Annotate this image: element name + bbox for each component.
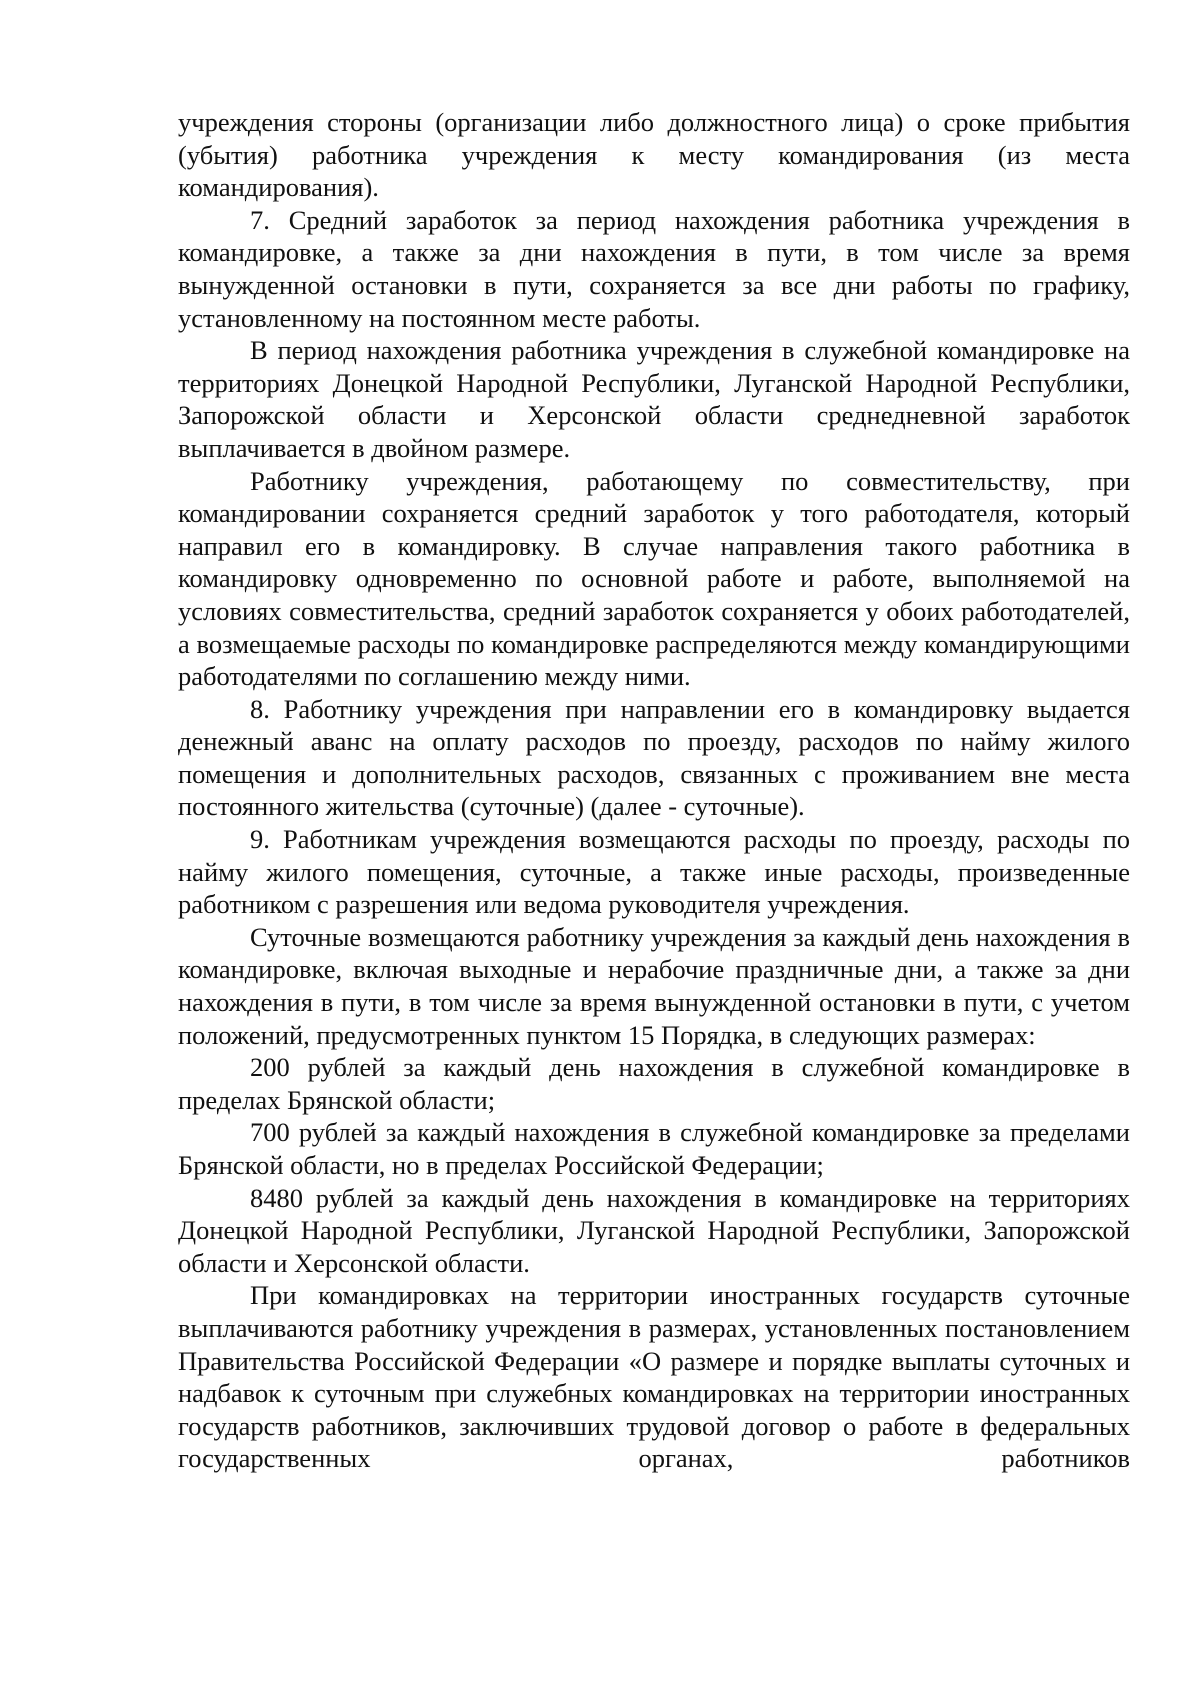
paragraph-part-time: Работнику учреждения, работающему по совместительству, при командировании сохраняется средний заработок у того работодателя, который направил его в командировку. В случае направления такого работника в командировку одновременно по основной работе и работе, выполняемой на условиях совместительства, средний заработок сохраняется у обоих работодателей, а возмещаемые расходы по командировке распределяются между командирующими работодателями по соглашению между ними. <box>178 465 1130 692</box>
paragraph-foreign-trips: При командировках на территории иностранных государств суточные выплачиваются работнику учреждения в размерах, установленных постановлением Правительства Российской Федерации «О размере и порядке выплаты суточных и надбавок к суточным при служебных командировках на территории иностранных государств работников, заключивших трудовой договор о работе в федеральных государственных органах, работников <box>178 1280 1130 1474</box>
paragraph-item-9: 9. Работникам учреждения возмещаются расходы по проезду, расходы по найму жилого помещения, суточные, а также иные расходы, произведенные работником с разрешения или ведома руководителя учреждения. <box>178 824 1130 920</box>
document-body <box>178 106 1130 1475</box>
paragraph-rate-200: 200 рублей за каждый день нахождения в служебной командировке в пределах Брянской области; <box>178 1052 1130 1115</box>
paragraph-per-diem: Суточные возмещаются работнику учреждения за каждый день нахождения в командировке, включая выходные и нерабочие праздничные дни, а также за дни нахождения в пути, в том числе за время вынужденной остановки в пути, с учетом положений, предусмотренных пунктом 15 Порядка, в следующих размерах: <box>178 921 1130 1050</box>
paragraph-item-8: 8. Работнику учреждения при направлении его в командировку выдается денежный аванс на оплату расходов по проезду, расходов по найму жилого помещения и дополнительных расходов, связанных с проживанием вне места постоянного жительства (суточные) (далее - суточные). <box>178 693 1130 822</box>
paragraph-continuation: учреждения стороны (организации либо должностного лица) о сроке прибытия (убытия) работника учреждения к месту командирования (из места командирования). <box>178 107 1130 203</box>
paragraph-rate-8480: 8480 рублей за каждый день нахождения в командировке на территориях Донецкой Народной Республики, Луганской Народной Республики, Запорожской области и Херсонской области. <box>178 1182 1130 1278</box>
paragraph-item-7: 7. Средний заработок за период нахождения работника учреждения в командировке, а также за дни нахождения в пути, в том числе за время вынужденной остановки в пути, сохраняется за все дни работы по графику, установленному на постоянном месте работы. <box>178 204 1130 333</box>
paragraph-double-pay: В период нахождения работника учреждения в служебной командировке на территориях Донецкой Народной Республики, Луганской Народной Республики, Запорожской области и Херсонской области среднедневной заработок выплачивается в двойном размере. <box>178 335 1130 463</box>
paragraph-rate-700: 700 рублей за каждый нахождения в служебной командировке за пределами Брянской области, но в пределах Российской Федерации; <box>178 1117 1130 1180</box>
